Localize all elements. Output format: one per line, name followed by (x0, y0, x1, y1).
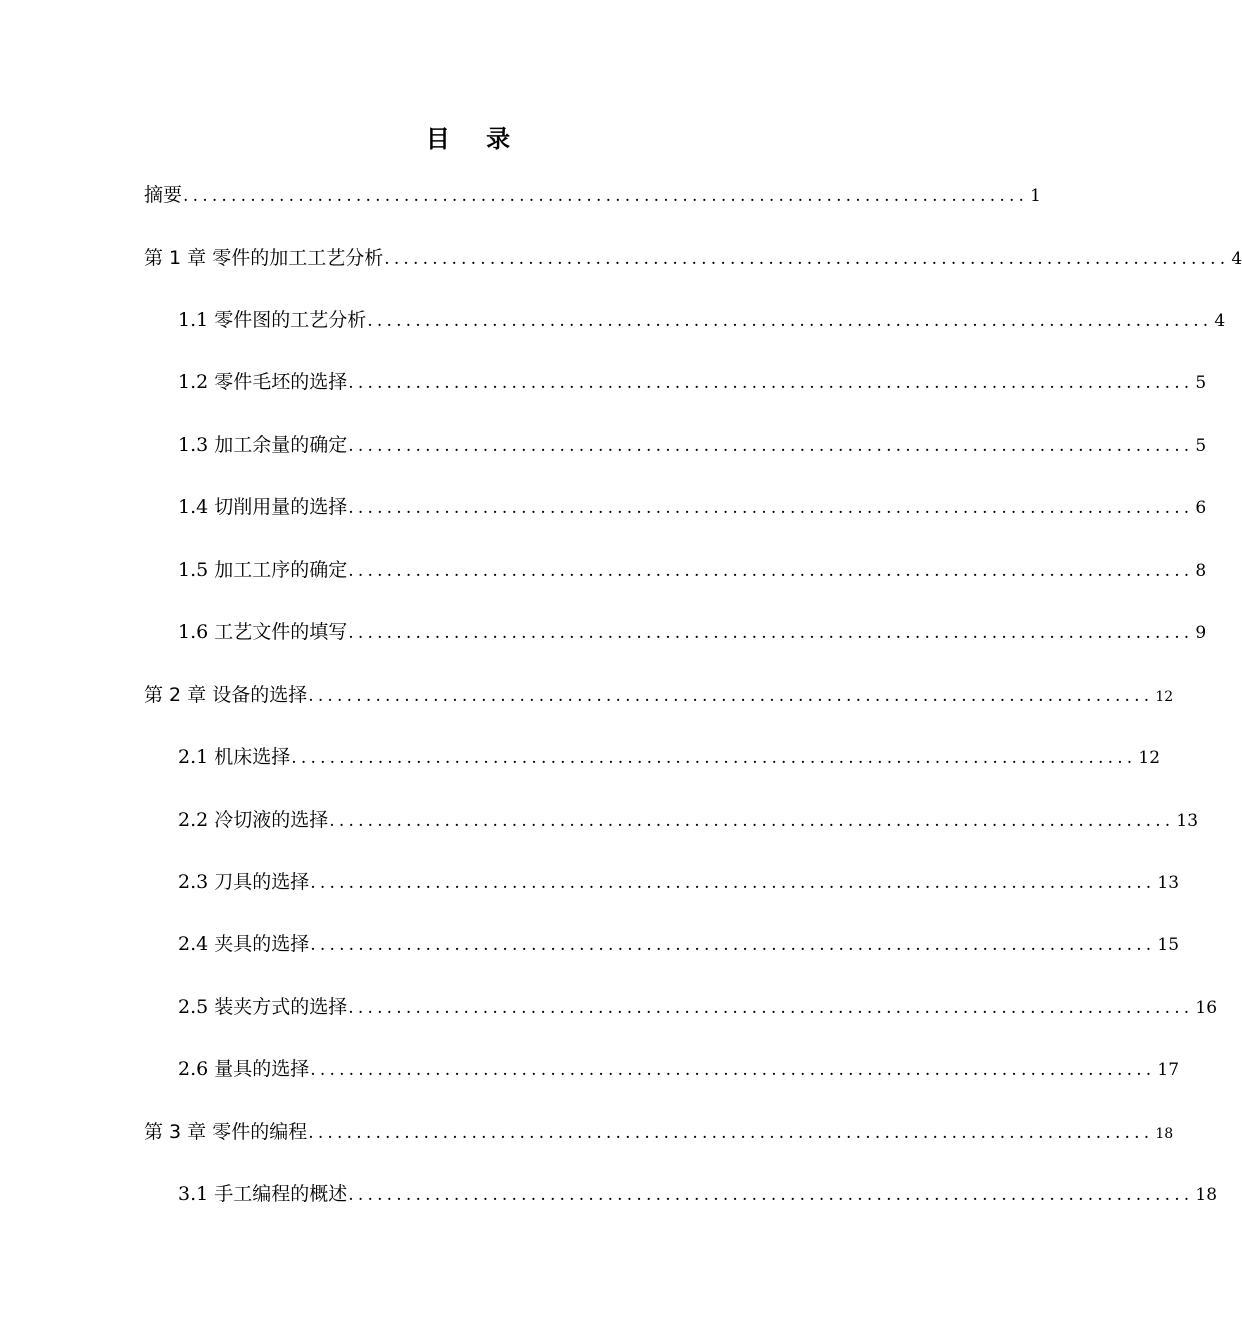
toc-page-number: 12 (1155, 689, 1174, 705)
toc-entry-label: 2.5 装夹方式的选择 (178, 996, 348, 1018)
page-title: 目 录 (425, 125, 525, 153)
toc-leader-dots: ........................................................................................ (348, 561, 1194, 581)
toc-page-number: 16 (1195, 998, 1218, 1018)
toc-leader-dots: ........................................................................................ (310, 873, 1156, 893)
toc-entry-label: 2.3 刀具的选择 (178, 871, 310, 893)
toc-page-number: 17 (1157, 1060, 1180, 1080)
toc-entry[interactable] (178, 806, 1199, 834)
toc-leader-dots: ........................................................................................ (348, 1185, 1194, 1205)
toc-leader-dots: ........................................................................................ (348, 623, 1194, 643)
toc-leader-dots: ........................................................................................ (308, 686, 1154, 706)
toc-leader-dots: ........................................................................................ (329, 811, 1175, 831)
toc-entry-label: 3.1 手工编程的概述 (178, 1183, 348, 1205)
toc-leader-dots: ........................................................................................ (367, 311, 1213, 331)
toc-entry[interactable] (178, 431, 1207, 459)
toc-entry[interactable] (178, 993, 1218, 1021)
toc-entry[interactable] (178, 868, 1180, 896)
toc-entry-label: 1.5 加工工序的确定 (178, 559, 348, 581)
toc-entry[interactable] (144, 244, 1242, 272)
toc-entry[interactable] (178, 1055, 1180, 1083)
toc-leader-dots: ........................................................................................ (308, 1123, 1154, 1143)
toc-page-number: 13 (1176, 811, 1199, 831)
toc-leader-dots: ........................................................................................ (348, 436, 1194, 456)
toc-entry[interactable] (178, 556, 1207, 584)
toc-page-number: 4 (1231, 249, 1242, 269)
toc-entry-label: 第 1 章 零件的加工工艺分析 (144, 247, 384, 269)
toc-page-number: 4 (1214, 311, 1226, 331)
toc-entry[interactable] (178, 368, 1207, 396)
toc-entry[interactable] (178, 306, 1226, 334)
toc-page-number: 15 (1157, 935, 1180, 955)
toc-entry[interactable] (178, 618, 1207, 646)
toc-entry-label: 1.3 加工余量的确定 (178, 434, 348, 456)
toc-entry-label: 1.6 工艺文件的填写 (178, 621, 348, 643)
toc-entry-label: 2.1 机床选择 (178, 746, 291, 768)
toc-leader-dots: ........................................................................................ (384, 249, 1230, 269)
toc-entry[interactable] (178, 1180, 1218, 1208)
toc-entry[interactable] (144, 681, 1174, 709)
toc-page-number: 9 (1195, 623, 1207, 643)
toc-entry-label: 2.2 冷切液的选择 (178, 809, 329, 831)
toc-leader-dots: ........................................................................................ (348, 373, 1194, 393)
toc-leader-dots: ........................................................................................ (310, 935, 1156, 955)
toc-leader-dots: ........................................................................................ (183, 186, 1029, 206)
toc-entry-label: 2.4 夹具的选择 (178, 933, 310, 955)
toc-entry-label: 第 3 章 零件的编程 (144, 1121, 308, 1143)
toc-entry[interactable] (144, 1118, 1174, 1146)
toc-page-number: 12 (1138, 748, 1161, 768)
toc-entry-label: 摘要 (144, 184, 183, 206)
toc-leader-dots: ........................................................................................ (291, 748, 1137, 768)
toc-page-number: 5 (1195, 436, 1207, 456)
toc-entry-label: 第 2 章 设备的选择 (144, 684, 308, 706)
toc-entry-label: 2.6 量具的选择 (178, 1058, 310, 1080)
toc-leader-dots: ........................................................................................ (348, 498, 1194, 518)
toc-page-number: 18 (1155, 1126, 1174, 1142)
toc-entry-label: 1.2 零件毛坯的选择 (178, 371, 348, 393)
toc-leader-dots: ........................................................................................ (348, 998, 1194, 1018)
toc-page-number: 13 (1157, 873, 1180, 893)
toc-entry[interactable] (144, 181, 1041, 209)
toc-leader-dots: ........................................................................................ (310, 1060, 1156, 1080)
toc-entry[interactable] (178, 493, 1207, 521)
toc-entry[interactable] (178, 930, 1180, 958)
toc-page-number: 18 (1195, 1185, 1218, 1205)
toc-page-number: 5 (1195, 373, 1207, 393)
toc-page-number: 1 (1030, 186, 1041, 206)
toc-entry[interactable] (178, 743, 1161, 771)
toc-page-number: 8 (1195, 561, 1207, 581)
toc-page-number: 6 (1195, 498, 1207, 518)
toc-entry-label: 1.4 切削用量的选择 (178, 496, 348, 518)
toc-entry-label: 1.1 零件图的工艺分析 (178, 309, 367, 331)
